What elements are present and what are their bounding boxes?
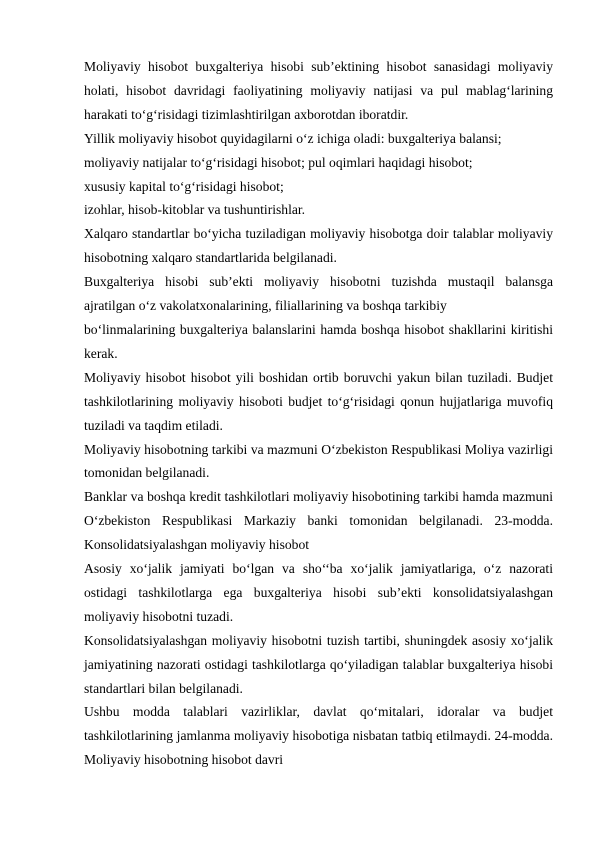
document-page bbox=[84, 55, 553, 772]
paragraph-equity-report: xususiy kapital to‘g‘risidagi hisobot; bbox=[84, 178, 284, 194]
paragraph-international-standards: Xalqaro standartlar bo‘yicha tuziladigan moliyaviy hisobotga doir talablar moliyaviy hisobotning xalqaro standartlarida belgilanadi. bbox=[84, 226, 553, 266]
paragraph-notes: izohlar, hisob-kitoblar va tushuntirishlar. bbox=[84, 202, 306, 218]
paragraph-consolidated-report-parent: Asosiy xo‘jalik jamiyati bo‘lgan va sho‘‘ba xo‘jalik jamiyatlariga, o‘z nazorati ostidagi tashkilotlarga ega buxgalteriya hisobi sub’ekti konsolidatsiyalashgan moliyaviy hisobotni tuzadi. bbox=[84, 561, 553, 624]
paragraph-financial-report-definition: Moliyaviy hisobot buxgalteriya hisobi sub’ektining hisobot sanasidagi moliyaviy holati, hisobot davridagi faoliyatining moliyaviy natijasi va pul mablag‘larining harakati to‘g‘risidagi tizimlashtirilgan axborotdan iboratdir. bbox=[84, 59, 553, 122]
paragraph-ministry-of-finance: Moliyaviy hisobotning tarkibi va mazmuni O‘zbekiston Respublikasi Moliya vazirligi tomonidan belgilanadi. bbox=[84, 441, 553, 481]
paragraph-article-exemption: Ushbu modda talablari vazirliklar, davlat qo‘mitalari, idoralar va budjet tashkilotlarining jamlanma moliyaviy hisobotiga nisbatan tatbiq etilmaydi. 24-modda. Moliyaviy hisobotning hisobot davri bbox=[84, 704, 553, 768]
paragraph-annual-report-contents: Yillik moliyaviy hisobot quyidagilarni o‘z ichiga oladi: buxgalteriya balansi; bbox=[84, 130, 502, 146]
paragraph-financial-results-report: moliyaviy natijalar to‘g‘risidagi hisobot; pul oqimlari haqidagi hisobot; bbox=[84, 154, 473, 170]
paragraph-banks-central-bank: Banklar va boshqa kredit tashkilotlari moliyaviy hisobotining tarkibi hamda mazmuni O‘zbekiston Respublikasi Markaziy banki tomonidan belgilanadi. 23-modda. Konsolidatsiyalashgan moliyaviy hisobot bbox=[84, 489, 553, 553]
paragraph-consolidation-procedure: Konsolidatsiyalashgan moliyaviy hisobotni tuzish tartibi, shuningdek asosiy xo‘jalik jamiyatining nazorati ostidagi tashkilotlarga qo‘yiladigan talablar buxgalteriya hisobi standartlari bilan belgilanadi. bbox=[84, 632, 553, 696]
paragraph-cumulative-basis: Moliyaviy hisobot hisobot yili boshidan ortib boruvchi yakun bilan tuziladi. Budjet tashkilotlarining moliyaviy hisoboti budjet to‘g‘risidagi qonun hujjatlariga muvofiq tuziladi va taqdim etiladi. bbox=[84, 369, 553, 433]
paragraph-branches-inclusion: Buxgalteriya hisobi sub’ekti moliyaviy hisobotni tuzishda mustaqil balansga ajratilgan o‘z vakolatxonalarining, filiallarining va boshqa tarkibiy bbox=[84, 274, 553, 314]
paragraph-divisions-balances: bo‘linmalarining buxgalteriya balanslarini hamda boshqa hisobot shakllarini kiritishi kerak. bbox=[84, 321, 553, 361]
